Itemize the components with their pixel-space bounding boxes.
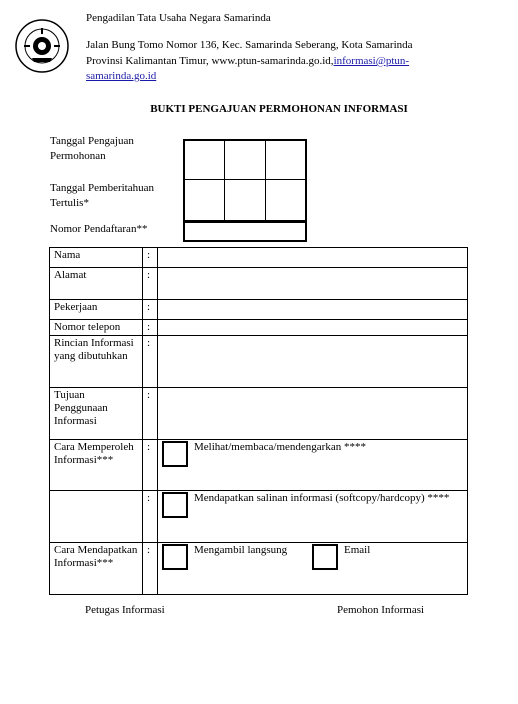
checkbox-melihat[interactable] (162, 441, 188, 467)
option-salinan-label: Mendapatkan salinan informasi (softcopy/hardcopy) **** (194, 492, 450, 504)
input-pekerjaan[interactable] (158, 300, 468, 320)
input-rincian[interactable] (158, 336, 468, 388)
colon: : (143, 336, 158, 388)
checkbox-email[interactable] (312, 544, 338, 570)
address-line-3 (86, 69, 156, 84)
label-cara-mendapatkan: Cara Mendapatkan Informasi*** (50, 543, 143, 595)
address-line-2 (86, 54, 409, 69)
date-cell[interactable] (185, 141, 225, 180)
label-nama: Nama (50, 248, 143, 268)
colon: : (143, 491, 158, 543)
input-nomor-telepon[interactable] (158, 320, 468, 336)
row-cara-mendapatkan (50, 543, 468, 595)
applicant-form (49, 247, 468, 595)
label-rincian: Rincian Informasi yang dibutuhkan (50, 336, 143, 388)
colon: : (143, 268, 158, 300)
row-salinan (50, 491, 468, 543)
option-group-mendapatkan (162, 544, 463, 570)
signature-pemohon: Pemohon Informasi (337, 604, 425, 616)
label-nomor-pendaftaran: Nomor Pendaftaran** (50, 223, 148, 235)
label-cara-memperoleh: Cara Memperoleh Informasi*** (50, 440, 143, 491)
row-nomor-telepon (50, 320, 468, 336)
row-nama (50, 248, 468, 268)
input-tujuan[interactable] (158, 388, 468, 440)
label-tanggal-pengajuan: Tanggal Pengajuan Permohonan (50, 135, 134, 162)
date-cell[interactable] (266, 141, 305, 180)
checkbox-salinan[interactable] (162, 492, 188, 518)
label-nomor-telepon: Nomor telepon (50, 320, 143, 336)
date-grid (183, 139, 307, 222)
option-melihat-label: Melihat/membaca/mendengarkan **** (194, 441, 366, 453)
address-line-2-text: Provinsi Kalimantan Timur, www.ptun-samarinda.go.id, (86, 55, 334, 67)
option-melihat (162, 441, 463, 467)
colon: : (143, 300, 158, 320)
label-tanggal-pemberitahuan: Tanggal Pemberitahuan Tertulis* (50, 182, 155, 209)
option-langsung-label: Mengambil langsung (194, 544, 288, 556)
row-rincian (50, 336, 468, 388)
option-salinan (162, 492, 463, 518)
signature-petugas: Petugas Informasi (85, 604, 165, 616)
document-title: BUKTI PENGAJUAN PERMOHONAN INFORMASI (150, 103, 408, 115)
option-email-label: Email (344, 544, 371, 556)
date-cell[interactable] (185, 180, 225, 220)
option-langsung (162, 544, 312, 570)
option-cell (158, 491, 468, 543)
option-cell (158, 543, 468, 595)
label-tujuan: Tujuan Penggunaan Informasi (50, 388, 143, 440)
colon: : (143, 320, 158, 336)
empty-label (50, 491, 143, 543)
row-cara-memperoleh (50, 440, 468, 491)
colon: : (143, 543, 158, 595)
option-email (312, 544, 370, 570)
colon: : (143, 388, 158, 440)
date-cell[interactable] (225, 180, 266, 220)
colon: : (143, 248, 158, 268)
date-cell[interactable] (225, 141, 266, 180)
court-name: Pengadilan Tata Usaha Negara Samarinda (86, 12, 271, 24)
court-logo (14, 18, 70, 74)
nomor-pendaftaran-box[interactable] (183, 221, 307, 242)
option-cell (158, 440, 468, 491)
email-link-continued[interactable]: samarinda.go.id (86, 70, 157, 82)
label-alamat: Alamat (50, 268, 143, 300)
row-alamat (50, 268, 468, 300)
label-pekerjaan: Pekerjaan (50, 300, 143, 320)
date-cell[interactable] (266, 180, 305, 220)
checkbox-langsung[interactable] (162, 544, 188, 570)
row-tujuan (50, 388, 468, 440)
input-nama[interactable] (158, 248, 468, 268)
colon: : (143, 440, 158, 491)
input-alamat[interactable] (158, 268, 468, 300)
row-pekerjaan (50, 300, 468, 320)
email-link[interactable]: informasi@ptun- (333, 55, 410, 67)
address-line-1: Jalan Bung Tomo Nomor 136, Kec. Samarinda Seberang, Kota Samarinda (86, 39, 413, 51)
